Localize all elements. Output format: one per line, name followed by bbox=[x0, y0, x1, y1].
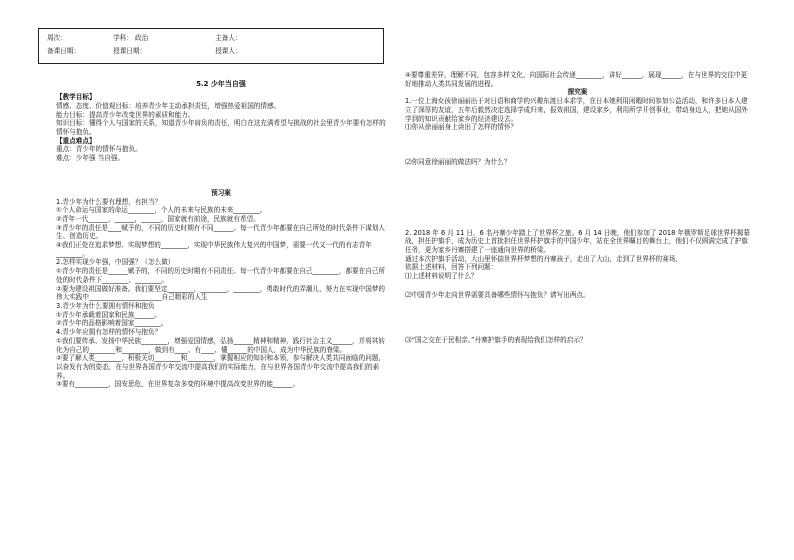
left-line: 3.青少年为什么要拥有情怀和抱负 bbox=[56, 302, 155, 310]
right-line: ④要尊重差异，理解不同，包容多样文化，向国际社会传递________，讲好______，展现______，在与世界的交往中更好地推动人类共同发展的进程。 bbox=[405, 71, 748, 88]
spacer bbox=[405, 167, 750, 193]
left-line: 能力目标：提高青少年改变世界的素质和能力。 bbox=[56, 110, 195, 119]
left-line: ①我们要传承、发扬中华民族________，增强爱国情感，弘扬______精神和精神，践行社会主义______，并将其转化为自己的________和________，做到有____、有____、懂______的中国人，成为中华民族的脊梁。 bbox=[56, 336, 386, 354]
left-line: 【教学目标】 bbox=[56, 93, 96, 102]
header-box bbox=[38, 28, 384, 64]
left-line: 重点：青少年的情怀与抱负。 bbox=[56, 145, 142, 154]
left-line: 难点：少年强 当自强。 bbox=[56, 154, 125, 163]
spacer bbox=[405, 300, 750, 326]
right-line: ⑵你同意徐丽丽的做法吗？为什么？ bbox=[405, 157, 511, 166]
week-label: 周次： bbox=[47, 34, 67, 42]
spacer bbox=[405, 326, 750, 336]
header-row-2 bbox=[47, 47, 242, 56]
right-line: ⑴上述材料说明了什么？ bbox=[405, 272, 478, 281]
left-line: ①个人命运与国家的命运________，个人的未来与民族的未来________。 bbox=[56, 206, 267, 215]
left-line: 【重点难点】 bbox=[56, 136, 96, 145]
teacher-label: 授课人： bbox=[215, 47, 242, 55]
left-line: 1.青少年为什么要有理想，有担当？ bbox=[56, 197, 162, 206]
header-row-1 bbox=[47, 34, 242, 43]
left-line: ④我们正处在追求梦想、实现梦想的________，实现中华民族伟大复兴的中国梦，需要一代又一代的有志青年________。 bbox=[56, 241, 372, 258]
left-line: 情感、态度、价值观目标：培养青少年主动承担责任，增强热爱祖国的情感。 bbox=[56, 101, 281, 110]
left-line: ②要为建设祖国做好准备。我们要坚定________，________，________，勇敢时代的弄潮儿，努力在实现中国梦的伟大实践中______________________自己精彩的人生 bbox=[56, 284, 386, 302]
lesson-title: 5.2 少年当自强 bbox=[196, 80, 246, 88]
right-line: ⑴你从徐丽丽身上读出了怎样的情怀？ bbox=[405, 123, 518, 132]
left-line: ②要了解人类________，积极关切________和________，掌握相应的知识和本领，参与解决人类共同面临的问题，以奋发有为的姿态，在与世界各国青少年交流中提高我们的实际能力，在与世界各国青少年交流中提高我们的素养。 bbox=[56, 354, 386, 380]
left-line: ③要有__________，国安思危，在世界复杂多变的环境中提高改变世界的能______。 bbox=[56, 380, 300, 389]
left-line: 4.青少年应拥有怎样的情怀与抱负？ bbox=[56, 328, 162, 337]
spacer bbox=[56, 163, 386, 189]
right-line: 通过本次护旗手活动，大山里怀揣世界杯梦想的丹寨孩子，走出了大山，走到了世界杯的赛场， bbox=[405, 254, 682, 263]
prep-date-label: 备课日期： bbox=[47, 47, 80, 55]
left-line: ①青少年承载着国家和民族______。 bbox=[56, 310, 161, 319]
left-line: ③青少年的责任是____赋予的，不同的历史时期有不同______。每一代青少年都要在自己所处的时代条件下谋划人生、创造历史。 bbox=[56, 223, 386, 241]
right-column bbox=[405, 71, 750, 344]
main-preparer-label: 主备人： bbox=[215, 34, 242, 42]
spacer bbox=[405, 219, 750, 229]
left-line: ②青少年的品格影响着国家________。 bbox=[56, 319, 168, 328]
left-line: ①青少年的责任是______赋予的，不同的历史时期有不同责任。每一代青少年都要在自己________，都要在自己所处的时代条件下________、________。 bbox=[56, 267, 386, 284]
right-line: 依据上述材料，回答下列问题： bbox=[405, 263, 498, 272]
right-line: ⑶“国之交在于民相亲。”丹寨护旗手的表现给我们怎样的启示？ bbox=[405, 335, 587, 344]
right-line: 2. 2018 年 6 月 11 日，6 名丹寨少年踏上了世界杯之旅。6 月 14 日晚，他们参加了 2018 年俄罗斯足球世界杯揭幕战，担任护旗手，成为历史上首批担任世界杯护旗手的中国少年，站在全世界瞩目的舞台上，他们不仅圆满完成了护旗任务，更为家乡丹寨搭建了一座通向世界的桥梁。 bbox=[405, 228, 750, 255]
left-column bbox=[56, 80, 386, 389]
spacer bbox=[405, 281, 750, 291]
right-line: 探究案 bbox=[567, 88, 588, 97]
left-line: 2.怎样实现少年强，中国强？（怎么做） bbox=[56, 258, 175, 267]
spacer bbox=[405, 193, 750, 219]
right-line: ⑵中国青少年走向世界需要具备哪些情怀与抱负？请写出两点。 bbox=[405, 290, 590, 299]
spacer bbox=[405, 132, 750, 158]
left-line: 预习案 bbox=[211, 188, 231, 197]
subject-label: 学科： 政治 bbox=[113, 34, 149, 42]
left-line: ②青年一代______，______，______，国家就有前途，民族就有希望。 bbox=[56, 214, 260, 223]
right-line: 1.一位上海女孩徐丽丽出于对日语和商学的兴趣东渡日本求学，在日本她利用闲暇时间参加公益活动，和许多日本人建立了深厚的友谊，五年后毅然决定选择学成归来，报效祖国，建设家乡，利用所学开创事业，带动身边人，把她从国外学到的知识贡献给家乡的经济建设去。 bbox=[405, 97, 748, 123]
left-line: 知识目标：懂得个人与国家的关系，知道青少年肩负的责任，明白在这充满希望与挑战的社会里青少年要有怎样的情怀与抱负。 bbox=[56, 119, 386, 137]
teach-date-label: 授课日期： bbox=[113, 47, 147, 55]
